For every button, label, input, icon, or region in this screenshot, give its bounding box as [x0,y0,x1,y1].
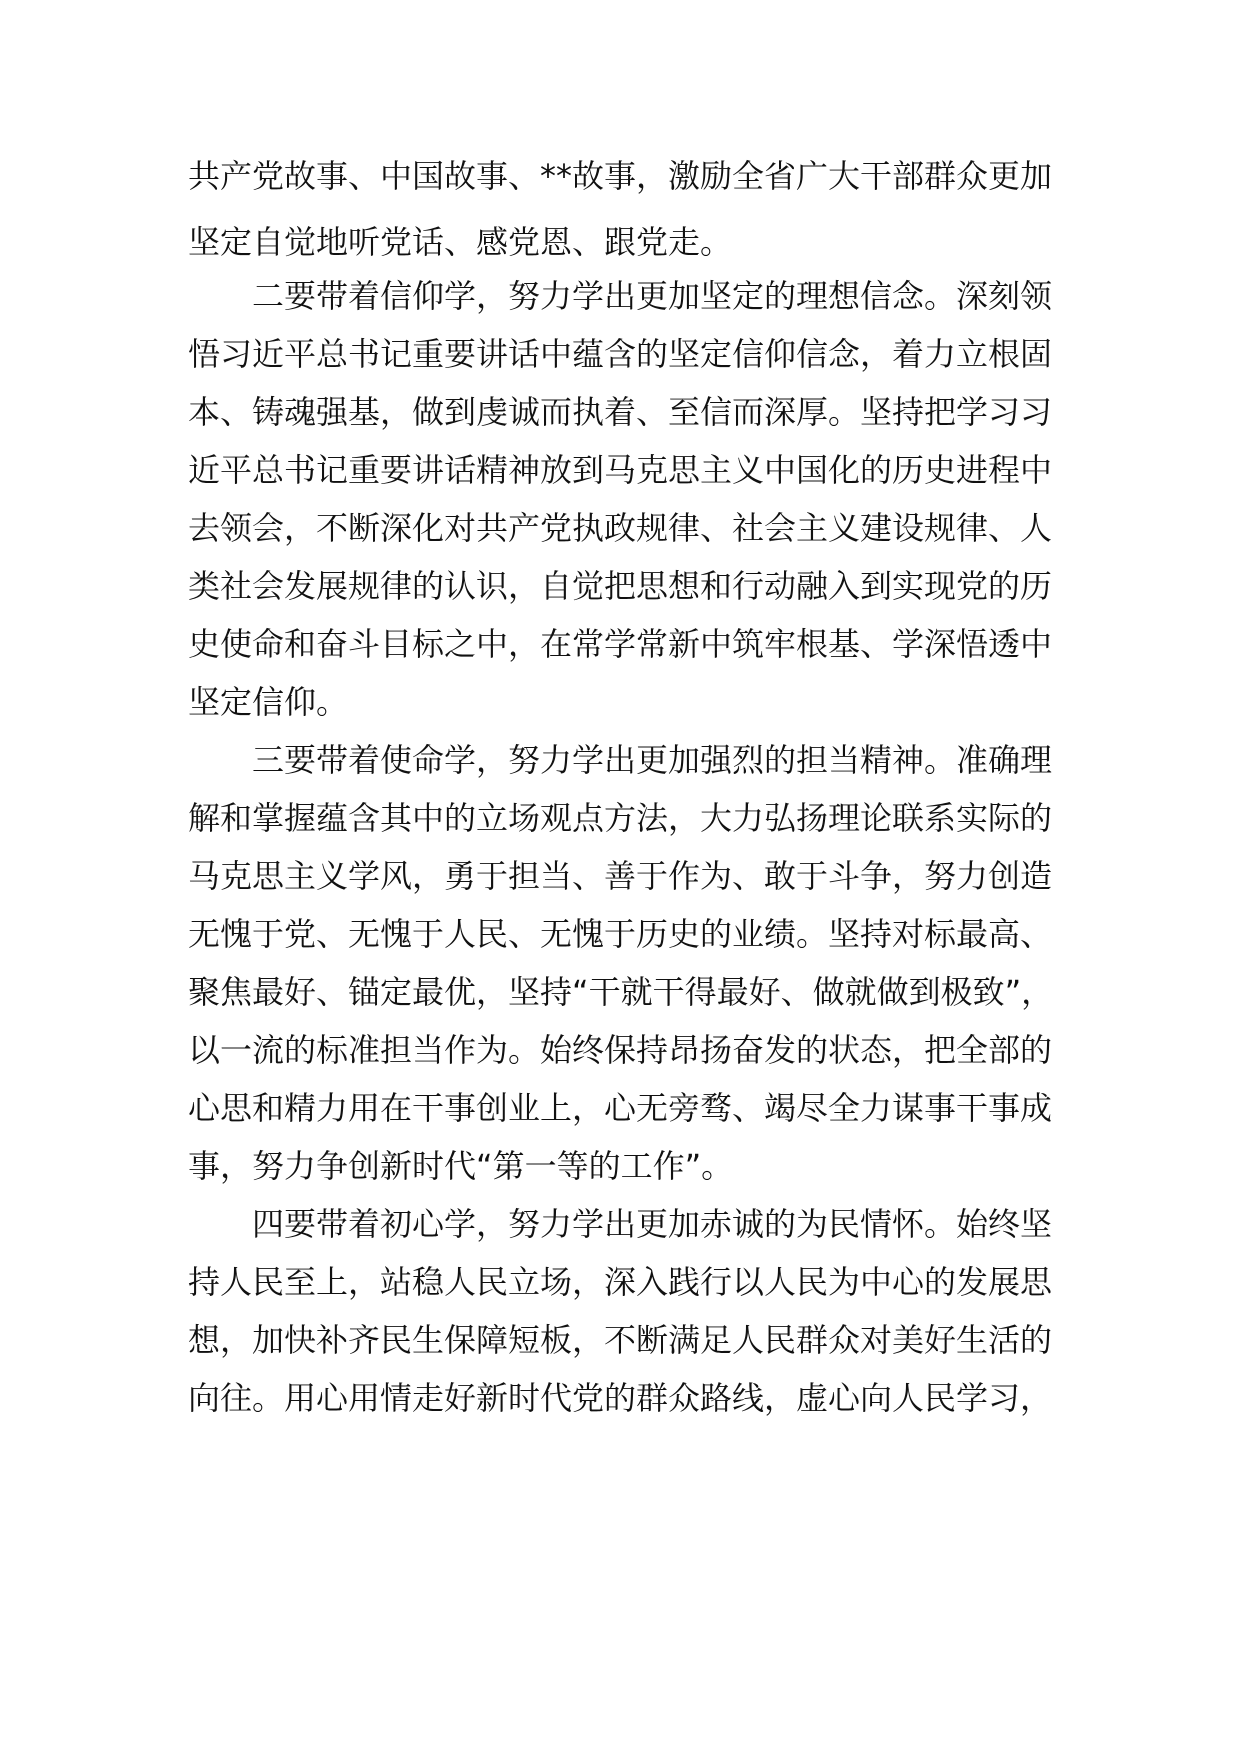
text-line: 近平总书记重要讲话精神放到马克思主义中国化的历史进程中 [188,451,1053,489]
text-line: 类社会发展规律的认识，自觉把思想和行动融入到实现党的历 [188,567,1053,605]
text-line: 事，努力争创新时代“第一等的工作”。 [188,1147,734,1185]
text-line: 解和掌握蕴含其中的立场观点方法，大力弘扬理论联系实际的 [188,799,1053,837]
text-line: 向往。用心用情走好新时代党的群众路线，虚心向人民学习， [188,1379,1053,1417]
text-line: 想，加快补齐民生保障短板，不断满足人民群众对美好生活的 [188,1321,1053,1359]
text-line: 聚焦最好、锚定最优，坚持“干就干得最好、做就做到极致”， [188,973,1054,1011]
text-line: 坚定信仰。 [188,683,349,721]
text-line: 无愧于党、无愧于人民、无愧于历史的业绩。坚持对标最高、 [188,915,1053,953]
text-line: 史使命和奋斗目标之中，在常学常新中筑牢根基、学深悟透中 [188,625,1053,663]
text-line: 共产党故事、中国故事、**故事，激励全省广大干部群众更加 [188,157,1053,195]
text-line: 马克思主义学风，勇于担当、善于作为、敢于斗争，努力创造 [188,857,1053,895]
text-line: 心思和精力用在干事创业上，心无旁骛、竭尽全力谋事干事成 [188,1089,1053,1127]
paragraph-start-line: 二要带着信仰学，努力学出更加坚定的理想信念。深刻领 [252,277,1053,315]
paragraph-start-line: 四要带着初心学，努力学出更加赤诚的为民情怀。始终坚 [252,1205,1053,1243]
text-line: 悟习近平总书记重要讲话中蕴含的坚定信仰信念，着力立根固 [188,335,1053,373]
text-line: 持人民至上，站稳人民立场，深入践行以人民为中心的发展思 [188,1263,1053,1301]
text-line: 本、铸魂强基，做到虔诚而执着、至信而深厚。坚持把学习习 [188,393,1053,431]
text-line: 以一流的标准担当作为。始终保持昂扬奋发的状态，把全部的 [188,1031,1053,1069]
paragraph-start-line: 三要带着使命学，努力学出更加强烈的担当精神。准确理 [252,741,1053,779]
text-line: 坚定自觉地听党话、感党恩、跟党走。 [188,223,733,261]
text-line: 去领会，不断深化对共产党执政规律、社会主义建设规律、人 [188,509,1053,547]
